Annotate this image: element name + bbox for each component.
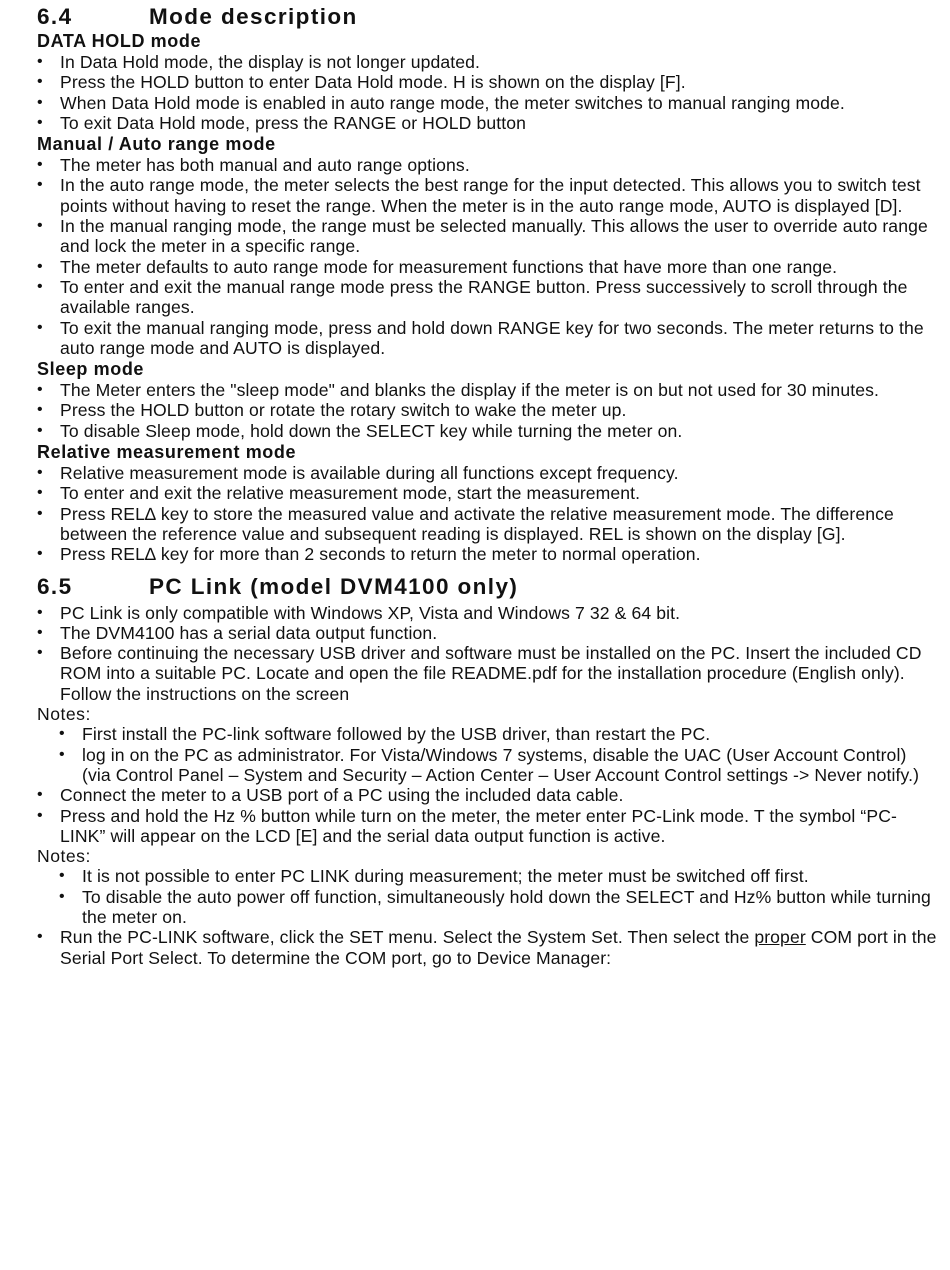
list-item: • Connect the meter to a USB port of a PC using the included data cable. <box>37 785 937 805</box>
section-number: 6.5 <box>37 573 73 599</box>
note-item: • To disable the auto power off function, simultaneously hold down the SELECT and Hz% button while turning the meter on. <box>59 887 937 928</box>
data-hold-list <box>37 52 937 133</box>
pc-link-list-a <box>37 603 937 704</box>
manual-page <box>37 4 937 968</box>
section-title: PC Link (model DVM4100 only) <box>149 573 519 599</box>
section-number: 6.4 <box>37 4 73 29</box>
list-item: • When Data Hold mode is enabled in auto range mode, the meter switches to manual ranging mode. <box>37 93 937 113</box>
notes-list-2 <box>37 866 937 927</box>
section-title: Mode description <box>149 4 358 29</box>
underlined-text: proper <box>754 927 806 948</box>
text-run: COM port in the Serial Port Select. To determine the COM port, go to Device Manager: <box>60 927 937 968</box>
list-item: • To disable Sleep mode, hold down the SELECT key while turning the meter on. <box>37 421 937 441</box>
list-item: • In Data Hold mode, the display is not longer updated. <box>37 52 937 72</box>
list-item: • To exit Data Hold mode, press the RANGE or HOLD button <box>37 113 937 133</box>
notes-label: Notes: <box>37 846 91 867</box>
list-item: • Press REL∆ key for more than 2 seconds to return the meter to normal operation. <box>37 544 937 564</box>
sleep-list <box>37 380 937 441</box>
note-item: • First install the PC-link software followed by the USB driver, than restart the PC. <box>59 724 937 744</box>
pc-link-list-b <box>37 785 937 846</box>
list-item: • To enter and exit the relative measurement mode, start the measurement. <box>37 483 937 503</box>
list-item <box>37 927 937 968</box>
section-heading-6-4 <box>37 4 937 30</box>
list-item: • Press REL∆ key to store the measured value and activate the relative measurement mode. The difference between the reference value and subsequent reading is displayed. REL is shown on the display [G]. <box>37 504 937 545</box>
list-item: • Press the HOLD button to enter Data Hold mode. H is shown on the display [F]. <box>37 72 937 92</box>
section-heading-6-5 <box>37 574 937 600</box>
list-item: • To enter and exit the manual range mode press the RANGE button. Press successively to scroll through the available ranges. <box>37 277 937 318</box>
list-item: • Before continuing the necessary USB driver and software must be installed on the PC. Insert the included CD ROM into a suitable PC. Locate and open the file README.pdf for the installation procedure (English only). Follow the instructions on the screen <box>37 643 937 704</box>
list-item: • The meter defaults to auto range mode for measurement functions that have more than one range. <box>37 257 937 277</box>
list-item: • Press and hold the Hz % button while turn on the meter, the meter enter PC-Link mode. T the symbol “PC-LINK” will appear on the LCD [E] and the serial data output function is active. <box>37 806 937 847</box>
subheading-manual-auto-range: Manual / Auto range mode <box>37 134 276 155</box>
list-item: • The meter has both manual and auto range options. <box>37 155 937 175</box>
list-item: • In the auto range mode, the meter selects the best range for the input detected. This allows you to switch test points without having to reset the range. When the meter is in the auto range mode, AUTO is displayed [D]. <box>37 175 937 216</box>
list-item: • The Meter enters the "sleep mode" and blanks the display if the meter is on but not used for 30 minutes. <box>37 380 937 400</box>
manual-auto-list <box>37 155 937 358</box>
list-item: • In the manual ranging mode, the range must be selected manually. This allows the user to override auto range and lock the meter in a specific range. <box>37 216 937 257</box>
note-item: • log in on the PC as administrator. For Vista/Windows 7 systems, disable the UAC (User Account Control) (via Control Panel – System and Security – Action Center – User Account Control settings -> Never notify.) <box>59 745 937 786</box>
subheading-relative-mode: Relative measurement mode <box>37 442 297 463</box>
list-item: • Relative measurement mode is available during all functions except frequency. <box>37 463 937 483</box>
note-item: • It is not possible to enter PC LINK during measurement; the meter must be switched off first. <box>59 866 937 886</box>
notes-label: Notes: <box>37 704 91 725</box>
list-item: • PC Link is only compatible with Windows XP, Vista and Windows 7 32 & 64 bit. <box>37 603 937 623</box>
relative-list <box>37 463 937 564</box>
pc-link-list-c <box>37 927 937 968</box>
notes-list-1 <box>37 724 937 785</box>
list-item: • Press the HOLD button or rotate the rotary switch to wake the meter up. <box>37 400 937 420</box>
list-item: • To exit the manual ranging mode, press and hold down RANGE key for two seconds. The meter returns to the auto range mode and AUTO is displayed. <box>37 318 937 359</box>
list-item: • The DVM4100 has a serial data output function. <box>37 623 937 643</box>
text-run: Run the PC-LINK software, click the SET menu. Select the System Set. Then select the <box>60 927 755 948</box>
subheading-sleep-mode: Sleep mode <box>37 359 145 380</box>
subheading-data-hold: DATA HOLD mode <box>37 31 202 51</box>
